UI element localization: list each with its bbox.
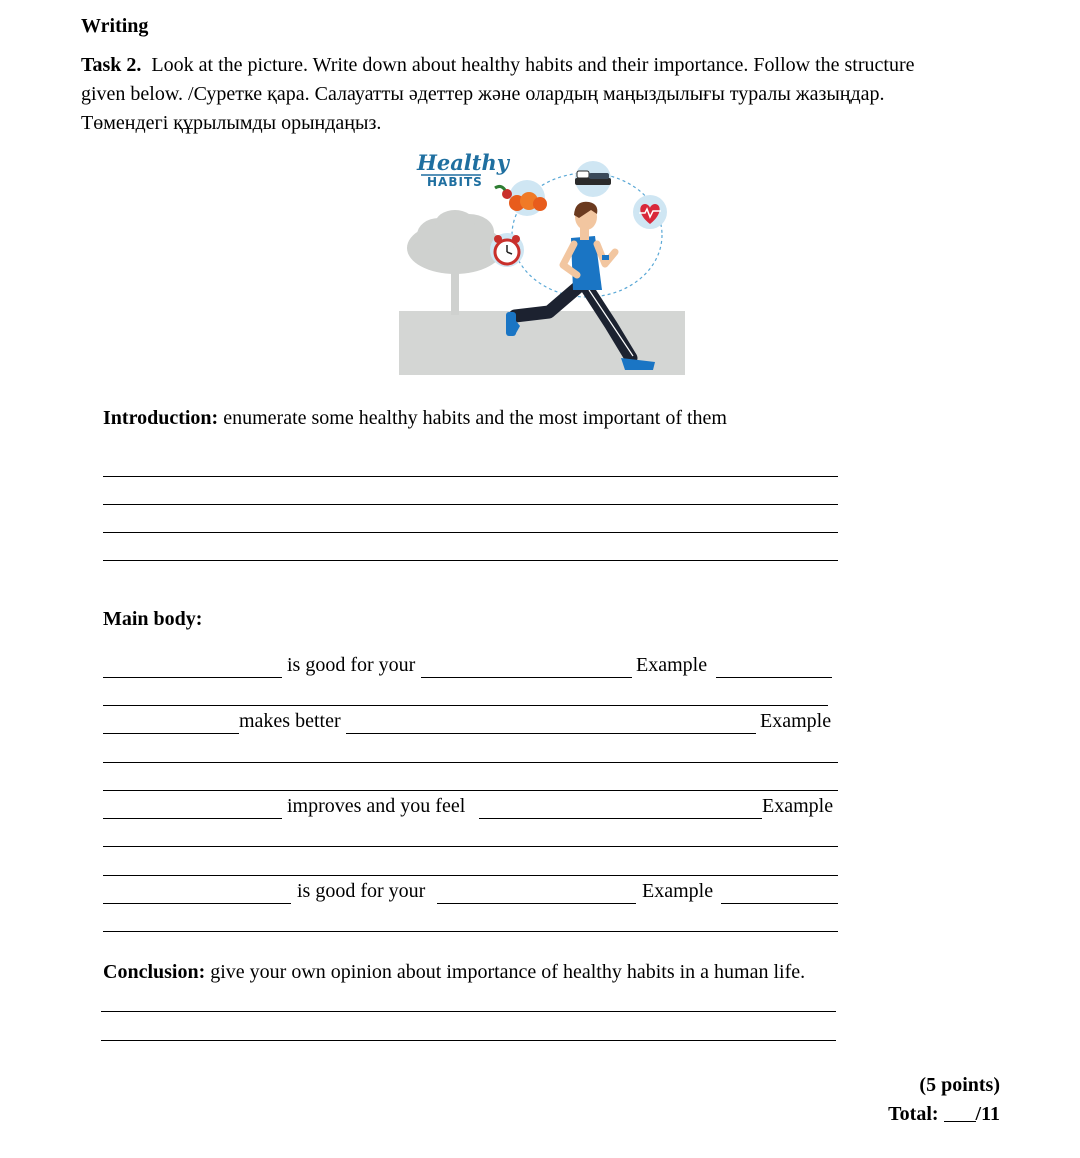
section-heading: Writing (81, 15, 149, 37)
total-score-blank[interactable] (944, 1103, 976, 1122)
main-row4-blank-3[interactable] (721, 903, 838, 904)
fruit-icon (495, 180, 547, 216)
main-row3-example-label: Example (762, 795, 834, 817)
main-row1-example-label: Example (636, 654, 708, 676)
heart-icon (633, 195, 667, 229)
main-row4-blank-2[interactable] (437, 903, 636, 904)
task-instruction-line-1 (81, 53, 915, 77)
task-label: Task 2. (81, 54, 142, 76)
task-text-2b: . /Суретке қара. Салауатты әдеттер және олардың маңыздылығы туралы жазыңдар. (178, 83, 885, 105)
conclusion-prompt (103, 960, 805, 984)
task-instruction-line-2 (81, 82, 885, 106)
main-row3-answer-line-1[interactable] (103, 846, 838, 847)
main-row2-blank-1[interactable] (103, 733, 239, 734)
tree-icon (407, 210, 503, 315)
illustration-svg (399, 140, 689, 376)
main-row3-answer-line-2[interactable] (103, 875, 838, 876)
introduction-answer-line-1[interactable] (103, 476, 838, 477)
task-instruction-line-3: Төмендегі құрылымды орындаңыз. (81, 112, 382, 134)
introduction-text: enumerate some healthy habits and the most important of them (218, 407, 727, 429)
logo-healthy-text: Healthy (417, 150, 509, 175)
main-row3-blank-2[interactable] (479, 818, 762, 819)
introduction-prompt (103, 406, 727, 430)
main-row3-blank-1[interactable] (103, 818, 282, 819)
main-row2-answer-line-1[interactable] (103, 762, 838, 763)
logo-habits-text: HABITS (427, 175, 483, 189)
conclusion-answer-line-1[interactable] (101, 1011, 836, 1012)
points-label: (5 points) (919, 1074, 1000, 1096)
main-row4-answer-line[interactable] (103, 931, 838, 932)
main-row4-middle-text: is good for your (297, 880, 426, 902)
alarm-clock-icon (490, 233, 524, 267)
introduction-answer-line-2[interactable] (103, 504, 838, 505)
total-suffix: /11 (975, 1103, 1000, 1125)
task-text-1: Look at the picture. Write down about healthy habits and their importance. Follow the structure (151, 54, 915, 76)
conclusion-text: give your own opinion about importance of healthy habits in a human life. (205, 961, 806, 983)
main-row1-middle-text: is good for your (287, 654, 416, 676)
healthy-habits-illustration (399, 140, 689, 376)
conclusion-label: Conclusion: (103, 961, 206, 983)
main-row2-blank-2[interactable] (346, 733, 756, 734)
bed-icon (575, 161, 611, 197)
main-row4-blank-1[interactable] (103, 903, 291, 904)
main-row1-blank-3[interactable] (716, 677, 832, 678)
main-row1-blank-1[interactable] (103, 677, 282, 678)
total-label: Total: (888, 1103, 939, 1125)
total-score (888, 1102, 1000, 1126)
introduction-answer-line-4[interactable] (103, 560, 838, 561)
conclusion-answer-line-2[interactable] (101, 1040, 836, 1041)
main-row4-example-label: Example (642, 880, 714, 902)
introduction-answer-line-3[interactable] (103, 532, 838, 533)
main-row2-example-label: Example (760, 710, 832, 732)
task-text-2a: given below (81, 83, 179, 105)
main-row3-middle-text: improves and you feel (287, 795, 466, 817)
main-row2-answer-line-2[interactable] (103, 790, 838, 791)
main-row1-blank-2[interactable] (421, 677, 632, 678)
main-row2-middle-text: makes better (239, 710, 341, 732)
main-body-label: Main body: (103, 608, 203, 630)
introduction-label: Introduction: (103, 407, 219, 429)
main-row1-answer-line[interactable] (103, 705, 828, 706)
